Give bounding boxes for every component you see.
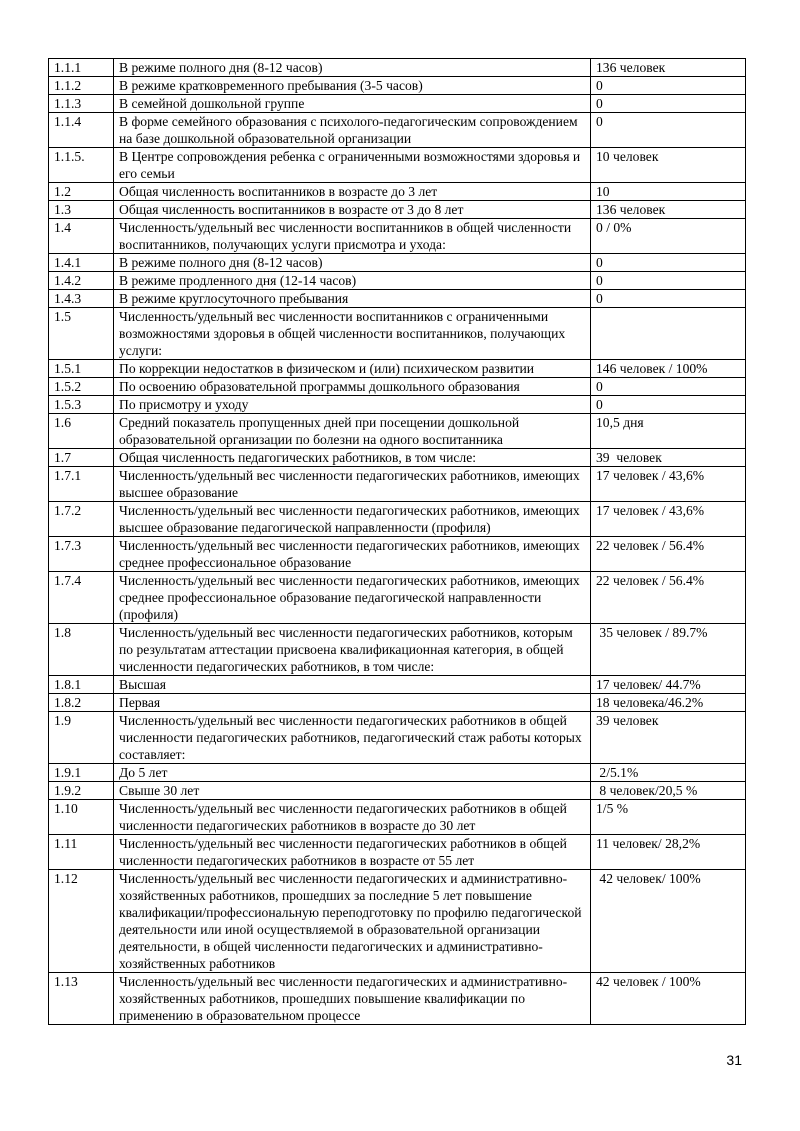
row-number-cell: 1.7 — [49, 449, 114, 467]
indicator-value-cell: 35 человек / 89.7% — [591, 624, 746, 676]
indicator-value-cell: 0 — [591, 378, 746, 396]
row-number-cell: 1.6 — [49, 414, 114, 449]
indicator-value-cell: 0 — [591, 254, 746, 272]
row-number-cell: 1.3 — [49, 201, 114, 219]
row-number-cell: 1.4.3 — [49, 290, 114, 308]
table-row — [49, 572, 746, 624]
row-number-cell: 1.4 — [49, 219, 114, 254]
indicator-value-cell: 2/5.1% — [591, 764, 746, 782]
table-row — [49, 201, 746, 219]
indicator-value-cell: 0 — [591, 396, 746, 414]
row-number-cell: 1.7.2 — [49, 502, 114, 537]
row-number-cell: 1.5.3 — [49, 396, 114, 414]
indicator-name-cell: Первая — [114, 694, 591, 712]
indicator-value-cell: 136 человек — [591, 59, 746, 77]
table-row — [49, 77, 746, 95]
table-row — [49, 308, 746, 360]
row-number-cell: 1.7.4 — [49, 572, 114, 624]
indicator-name-cell: В Центре сопровождения ребенка с ограниченными возможностями здоровья и его семьи — [114, 148, 591, 183]
table-row — [49, 800, 746, 835]
table-row — [49, 59, 746, 77]
row-number-cell: 1.5.1 — [49, 360, 114, 378]
indicator-name-cell: В форме семейного образования с психолого-педагогическим сопровождением на базе дошкольной образовательной организации — [114, 113, 591, 148]
table-row — [49, 290, 746, 308]
indicator-name-cell: В режиме кратковременного пребывания (3-5 часов) — [114, 77, 591, 95]
indicator-name-cell: Общая численность воспитанников в возрасте до 3 лет — [114, 183, 591, 201]
row-number-cell: 1.1.3 — [49, 95, 114, 113]
table-row — [49, 624, 746, 676]
table-row — [49, 676, 746, 694]
indicator-name-cell: В режиме полного дня (8-12 часов) — [114, 254, 591, 272]
indicator-name-cell: Общая численность воспитанников в возрасте от 3 до 8 лет — [114, 201, 591, 219]
row-number-cell: 1.4.1 — [49, 254, 114, 272]
table-row — [49, 467, 746, 502]
indicators-table-body — [49, 59, 746, 1025]
indicator-value-cell: 39 человек — [591, 712, 746, 764]
indicator-value-cell: 8 человек/20,5 % — [591, 782, 746, 800]
indicator-value-cell: 18 человека/46.2% — [591, 694, 746, 712]
row-number-cell: 1.9 — [49, 712, 114, 764]
row-number-cell: 1.1.4 — [49, 113, 114, 148]
row-number-cell: 1.8.2 — [49, 694, 114, 712]
indicator-name-cell: В режиме полного дня (8-12 часов) — [114, 59, 591, 77]
table-row — [49, 537, 746, 572]
indicator-value-cell: 17 человек/ 44.7% — [591, 676, 746, 694]
indicator-value-cell: 22 человек / 56.4% — [591, 572, 746, 624]
indicator-value-cell: 0 — [591, 113, 746, 148]
indicator-value-cell: 0 — [591, 290, 746, 308]
row-number-cell: 1.4.2 — [49, 272, 114, 290]
table-row — [49, 414, 746, 449]
indicator-value-cell — [591, 308, 746, 360]
indicator-value-cell: 136 человек — [591, 201, 746, 219]
table-row — [49, 378, 746, 396]
table-row — [49, 835, 746, 870]
indicator-value-cell: 17 человек / 43,6% — [591, 502, 746, 537]
indicator-name-cell: По освоению образовательной программы дошкольного образования — [114, 378, 591, 396]
indicator-name-cell: В режиме продленного дня (12-14 часов) — [114, 272, 591, 290]
indicator-name-cell: В режиме круглосуточного пребывания — [114, 290, 591, 308]
row-number-cell: 1.7.1 — [49, 467, 114, 502]
indicator-name-cell: Численность/удельный вес численности педагогических работников, имеющих высшее образование — [114, 467, 591, 502]
table-row — [49, 694, 746, 712]
table-row — [49, 95, 746, 113]
table-row — [49, 396, 746, 414]
table-row — [49, 782, 746, 800]
row-number-cell: 1.1.1 — [49, 59, 114, 77]
indicator-value-cell: 10 человек — [591, 148, 746, 183]
row-number-cell: 1.8.1 — [49, 676, 114, 694]
row-number-cell: 1.13 — [49, 973, 114, 1025]
row-number-cell: 1.2 — [49, 183, 114, 201]
indicator-value-cell: 146 человек / 100% — [591, 360, 746, 378]
indicator-name-cell: Численность/удельный вес численности воспитанников с ограниченными возможностями здоровья в общей численности воспитанников, получающих услуги: — [114, 308, 591, 360]
table-row — [49, 973, 746, 1025]
indicator-name-cell: Численность/удельный вес численности педагогических работников, имеющих среднее профессиональное образование — [114, 537, 591, 572]
indicator-value-cell: 42 человек / 100% — [591, 973, 746, 1025]
row-number-cell: 1.11 — [49, 835, 114, 870]
indicator-name-cell: Средний показатель пропущенных дней при посещении дошкольной образовательной организации по болезни на одного воспитанника — [114, 414, 591, 449]
table-row — [49, 502, 746, 537]
table-row — [49, 360, 746, 378]
row-number-cell: 1.8 — [49, 624, 114, 676]
table-row — [49, 254, 746, 272]
indicator-name-cell: Численность/удельный вес численности педагогических работников в общей численности педагогических работников в возрасте от 55 лет — [114, 835, 591, 870]
indicator-value-cell: 0 — [591, 95, 746, 113]
row-number-cell: 1.10 — [49, 800, 114, 835]
table-row — [49, 113, 746, 148]
table-row — [49, 219, 746, 254]
indicator-value-cell: 1/5 % — [591, 800, 746, 835]
row-number-cell: 1.9.1 — [49, 764, 114, 782]
table-row — [49, 712, 746, 764]
indicator-name-cell: По присмотру и уходу — [114, 396, 591, 414]
indicator-name-cell: Общая численность педагогических работников, в том числе: — [114, 449, 591, 467]
table-row — [49, 764, 746, 782]
indicator-value-cell: 11 человек/ 28,2% — [591, 835, 746, 870]
table-row — [49, 272, 746, 290]
indicator-value-cell: 39 человек — [591, 449, 746, 467]
indicator-value-cell: 0 — [591, 77, 746, 95]
row-number-cell: 1.1.2 — [49, 77, 114, 95]
indicator-name-cell: Численность/удельный вес численности педагогических работников в общей численности педагогических работников, педагогический стаж работы которых составляет: — [114, 712, 591, 764]
row-number-cell: 1.12 — [49, 870, 114, 973]
indicator-name-cell: Численность/удельный вес численности педагогических работников, имеющих высшее образование педагогической направленности (профиля) — [114, 502, 591, 537]
table-row — [49, 870, 746, 973]
page-number: 31 — [726, 1052, 742, 1068]
indicator-value-cell: 10 — [591, 183, 746, 201]
table-row — [49, 183, 746, 201]
indicator-value-cell: 42 человек/ 100% — [591, 870, 746, 973]
indicator-value-cell: 22 человек / 56.4% — [591, 537, 746, 572]
indicator-name-cell: Свыше 30 лет — [114, 782, 591, 800]
indicator-value-cell: 10,5 дня — [591, 414, 746, 449]
indicator-value-cell: 0 / 0% — [591, 219, 746, 254]
indicator-name-cell: Численность/удельный вес численности педагогических работников, которым по результатам аттестации присвоена квалификационная категория, в общей численности педагогических работников, в том числе: — [114, 624, 591, 676]
indicator-name-cell: Численность/удельный вес численности педагогических и административно-хозяйственных работников, прошедших повышение квалификации по применению в образовательном процессе — [114, 973, 591, 1025]
indicator-name-cell: По коррекции недостатков в физическом и (или) психическом развитии — [114, 360, 591, 378]
row-number-cell: 1.1.5. — [49, 148, 114, 183]
row-number-cell: 1.7.3 — [49, 537, 114, 572]
row-number-cell: 1.9.2 — [49, 782, 114, 800]
row-number-cell: 1.5.2 — [49, 378, 114, 396]
indicator-value-cell: 0 — [591, 272, 746, 290]
indicator-name-cell: До 5 лет — [114, 764, 591, 782]
indicator-name-cell: Высшая — [114, 676, 591, 694]
indicator-name-cell: В семейной дошкольной группе — [114, 95, 591, 113]
indicator-name-cell: Численность/удельный вес численности педагогических работников в общей численности педагогических работников в возрасте до 30 лет — [114, 800, 591, 835]
indicator-name-cell: Численность/удельный вес численности воспитанников в общей численности воспитанников, получающих услуги присмотра и ухода: — [114, 219, 591, 254]
indicators-table — [48, 58, 746, 1025]
table-row — [49, 449, 746, 467]
indicator-name-cell: Численность/удельный вес численности педагогических работников, имеющих среднее профессиональное образование педагогической направленности (профиля) — [114, 572, 591, 624]
indicator-name-cell: Численность/удельный вес численности педагогических и административно-хозяйственных работников, прошедших за последние 5 лет повышение квалификации/профессиональную переподготовку по профилю педагогической деятельности или иной осуществляемой в образовательной организации деятельности, в общей численности педагогических и административно-хозяйственных работников — [114, 870, 591, 973]
table-row — [49, 148, 746, 183]
row-number-cell: 1.5 — [49, 308, 114, 360]
indicator-value-cell: 17 человек / 43,6% — [591, 467, 746, 502]
